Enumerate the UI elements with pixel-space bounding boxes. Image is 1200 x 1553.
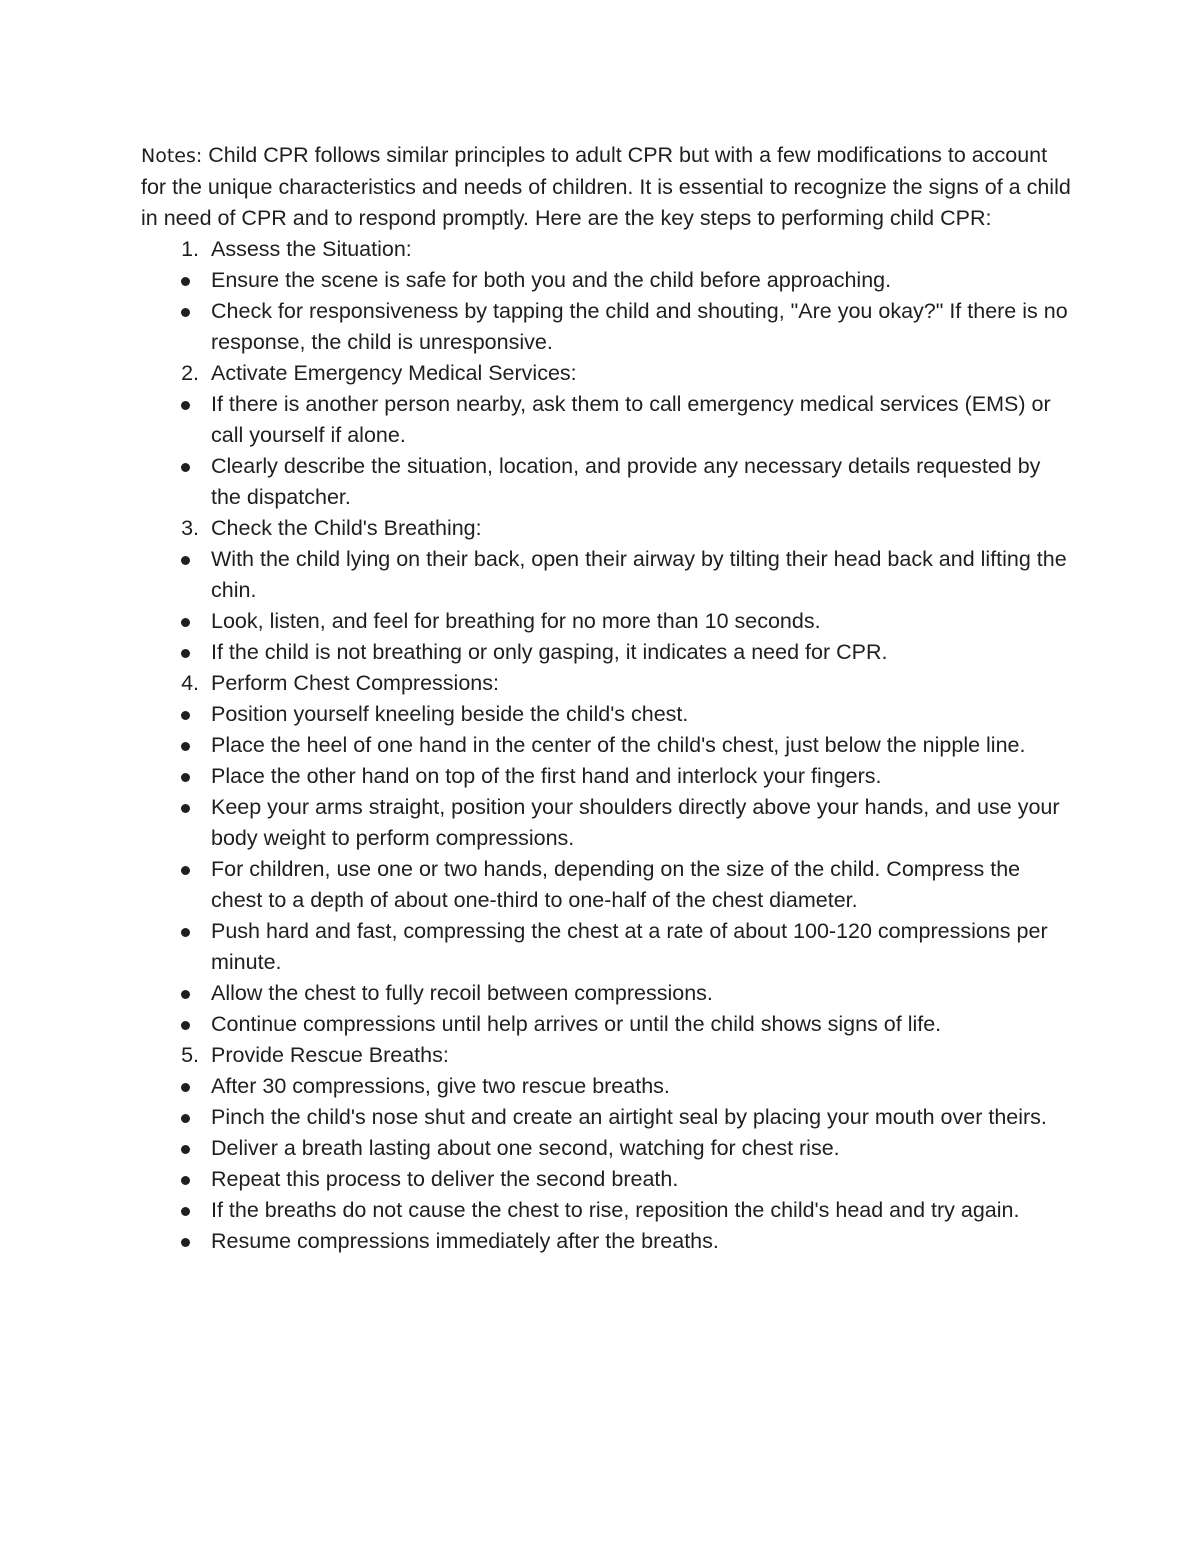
bullet-text: Ensure the scene is safe for both you and the child before approaching. bbox=[211, 268, 892, 292]
bullet-item bbox=[141, 761, 1071, 792]
bullet-dot-icon bbox=[181, 1083, 190, 1092]
bullet-item bbox=[141, 389, 1071, 451]
bullet-text: Look, listen, and feel for breathing for no more than 10 seconds. bbox=[211, 609, 821, 633]
bullet-item bbox=[141, 978, 1071, 1009]
bullet-dot-icon bbox=[181, 556, 190, 565]
bullet-text: After 30 compressions, give two rescue breaths. bbox=[211, 1074, 670, 1098]
bullet-text: Deliver a breath lasting about one second, watching for chest rise. bbox=[211, 1136, 840, 1160]
intro-text: Child CPR follows similar principles to adult CPR but with a few modifications to account for the unique characteristics and needs of children. It is essential to recognize the signs of a child in need of CPR and to respond promptly. Here are the key steps to performing child CPR: bbox=[141, 143, 1071, 230]
bullet-item bbox=[141, 1102, 1071, 1133]
bullet-dot-icon bbox=[181, 401, 190, 410]
bullet-item bbox=[141, 637, 1071, 668]
bullet-item bbox=[141, 854, 1071, 916]
step-number: 2. bbox=[181, 361, 199, 385]
bullet-dot-icon bbox=[181, 773, 190, 782]
cpr-steps-list bbox=[141, 234, 1071, 1257]
bullet-dot-icon bbox=[181, 463, 190, 472]
bullet-text: Allow the chest to fully recoil between compressions. bbox=[211, 981, 713, 1005]
bullet-text: Continue compressions until help arrives or until the child shows signs of life. bbox=[211, 1012, 942, 1036]
intro-paragraph bbox=[141, 140, 1071, 234]
bullet-text: Pinch the child's nose shut and create an airtight seal by placing your mouth over theirs. bbox=[211, 1105, 1047, 1129]
bullet-text: Resume compressions immediately after the breaths. bbox=[211, 1229, 719, 1253]
bullet-item bbox=[141, 916, 1071, 978]
step-heading-text: Check the Child's Breathing: bbox=[211, 516, 482, 540]
numbered-step bbox=[141, 513, 1071, 544]
bullet-item bbox=[141, 1164, 1071, 1195]
step-number: 1. bbox=[181, 237, 199, 261]
document-body bbox=[141, 140, 1071, 1257]
bullet-text: For children, use one or two hands, depending on the size of the child. Compress the chest to a depth of about one-third to one-half of the chest diameter. bbox=[211, 857, 1021, 912]
numbered-step bbox=[141, 668, 1071, 699]
bullet-dot-icon bbox=[181, 866, 190, 875]
step-heading-text: Assess the Situation: bbox=[211, 237, 412, 261]
bullet-text: Repeat this process to deliver the second breath. bbox=[211, 1167, 679, 1191]
bullet-text: If the breaths do not cause the chest to rise, reposition the child's head and try again. bbox=[211, 1198, 1020, 1222]
bullet-dot-icon bbox=[181, 618, 190, 627]
step-heading-text: Perform Chest Compressions: bbox=[211, 671, 499, 695]
bullet-text: If the child is not breathing or only gasping, it indicates a need for CPR. bbox=[211, 640, 888, 664]
bullet-item bbox=[141, 1009, 1071, 1040]
bullet-text: Push hard and fast, compressing the chest at a rate of about 100-120 compressions per minute. bbox=[211, 919, 1048, 974]
bullet-text: Place the other hand on top of the first hand and interlock your fingers. bbox=[211, 764, 882, 788]
bullet-dot-icon bbox=[181, 1114, 190, 1123]
bullet-dot-icon bbox=[181, 649, 190, 658]
bullet-text: Check for responsiveness by tapping the child and shouting, "Are you okay?" If there is no response, the child is unresponsive. bbox=[211, 299, 1068, 354]
bullet-item bbox=[141, 730, 1071, 761]
bullet-text: Clearly describe the situation, location, and provide any necessary details requested by the dispatcher. bbox=[211, 454, 1041, 509]
bullet-dot-icon bbox=[181, 928, 190, 937]
step-number: 3. bbox=[181, 516, 199, 540]
bullet-dot-icon bbox=[181, 990, 190, 999]
bullet-text: Place the heel of one hand in the center of the child's chest, just below the nipple line. bbox=[211, 733, 1026, 757]
bullet-item bbox=[141, 296, 1071, 358]
bullet-text: With the child lying on their back, open their airway by tilting their head back and lifting the chin. bbox=[211, 547, 1067, 602]
bullet-item bbox=[141, 544, 1071, 606]
step-number: 5. bbox=[181, 1043, 199, 1067]
bullet-dot-icon bbox=[181, 711, 190, 720]
bullet-item bbox=[141, 606, 1071, 637]
bullet-item bbox=[141, 451, 1071, 513]
bullet-dot-icon bbox=[181, 804, 190, 813]
bullet-text: Position yourself kneeling beside the child's chest. bbox=[211, 702, 689, 726]
bullet-dot-icon bbox=[181, 277, 190, 286]
bullet-item bbox=[141, 1071, 1071, 1102]
bullet-dot-icon bbox=[181, 1176, 190, 1185]
notes-label: Notes: bbox=[141, 145, 203, 167]
bullet-dot-icon bbox=[181, 1021, 190, 1030]
numbered-step bbox=[141, 1040, 1071, 1071]
bullet-text: If there is another person nearby, ask them to call emergency medical services (EMS) or call yourself if alone. bbox=[211, 392, 1051, 447]
step-heading-text: Provide Rescue Breaths: bbox=[211, 1043, 449, 1067]
bullet-dot-icon bbox=[181, 1238, 190, 1247]
bullet-item bbox=[141, 1133, 1071, 1164]
bullet-dot-icon bbox=[181, 1145, 190, 1154]
bullet-text: Keep your arms straight, position your shoulders directly above your hands, and use your body weight to perform compressions. bbox=[211, 795, 1060, 850]
bullet-dot-icon bbox=[181, 1207, 190, 1216]
bullet-item bbox=[141, 792, 1071, 854]
bullet-item bbox=[141, 699, 1071, 730]
bullet-item bbox=[141, 265, 1071, 296]
bullet-dot-icon bbox=[181, 742, 190, 751]
bullet-item bbox=[141, 1195, 1071, 1226]
numbered-step bbox=[141, 358, 1071, 389]
bullet-item bbox=[141, 1226, 1071, 1257]
step-heading-text: Activate Emergency Medical Services: bbox=[211, 361, 577, 385]
step-number: 4. bbox=[181, 671, 199, 695]
numbered-step bbox=[141, 234, 1071, 265]
bullet-dot-icon bbox=[181, 308, 190, 317]
